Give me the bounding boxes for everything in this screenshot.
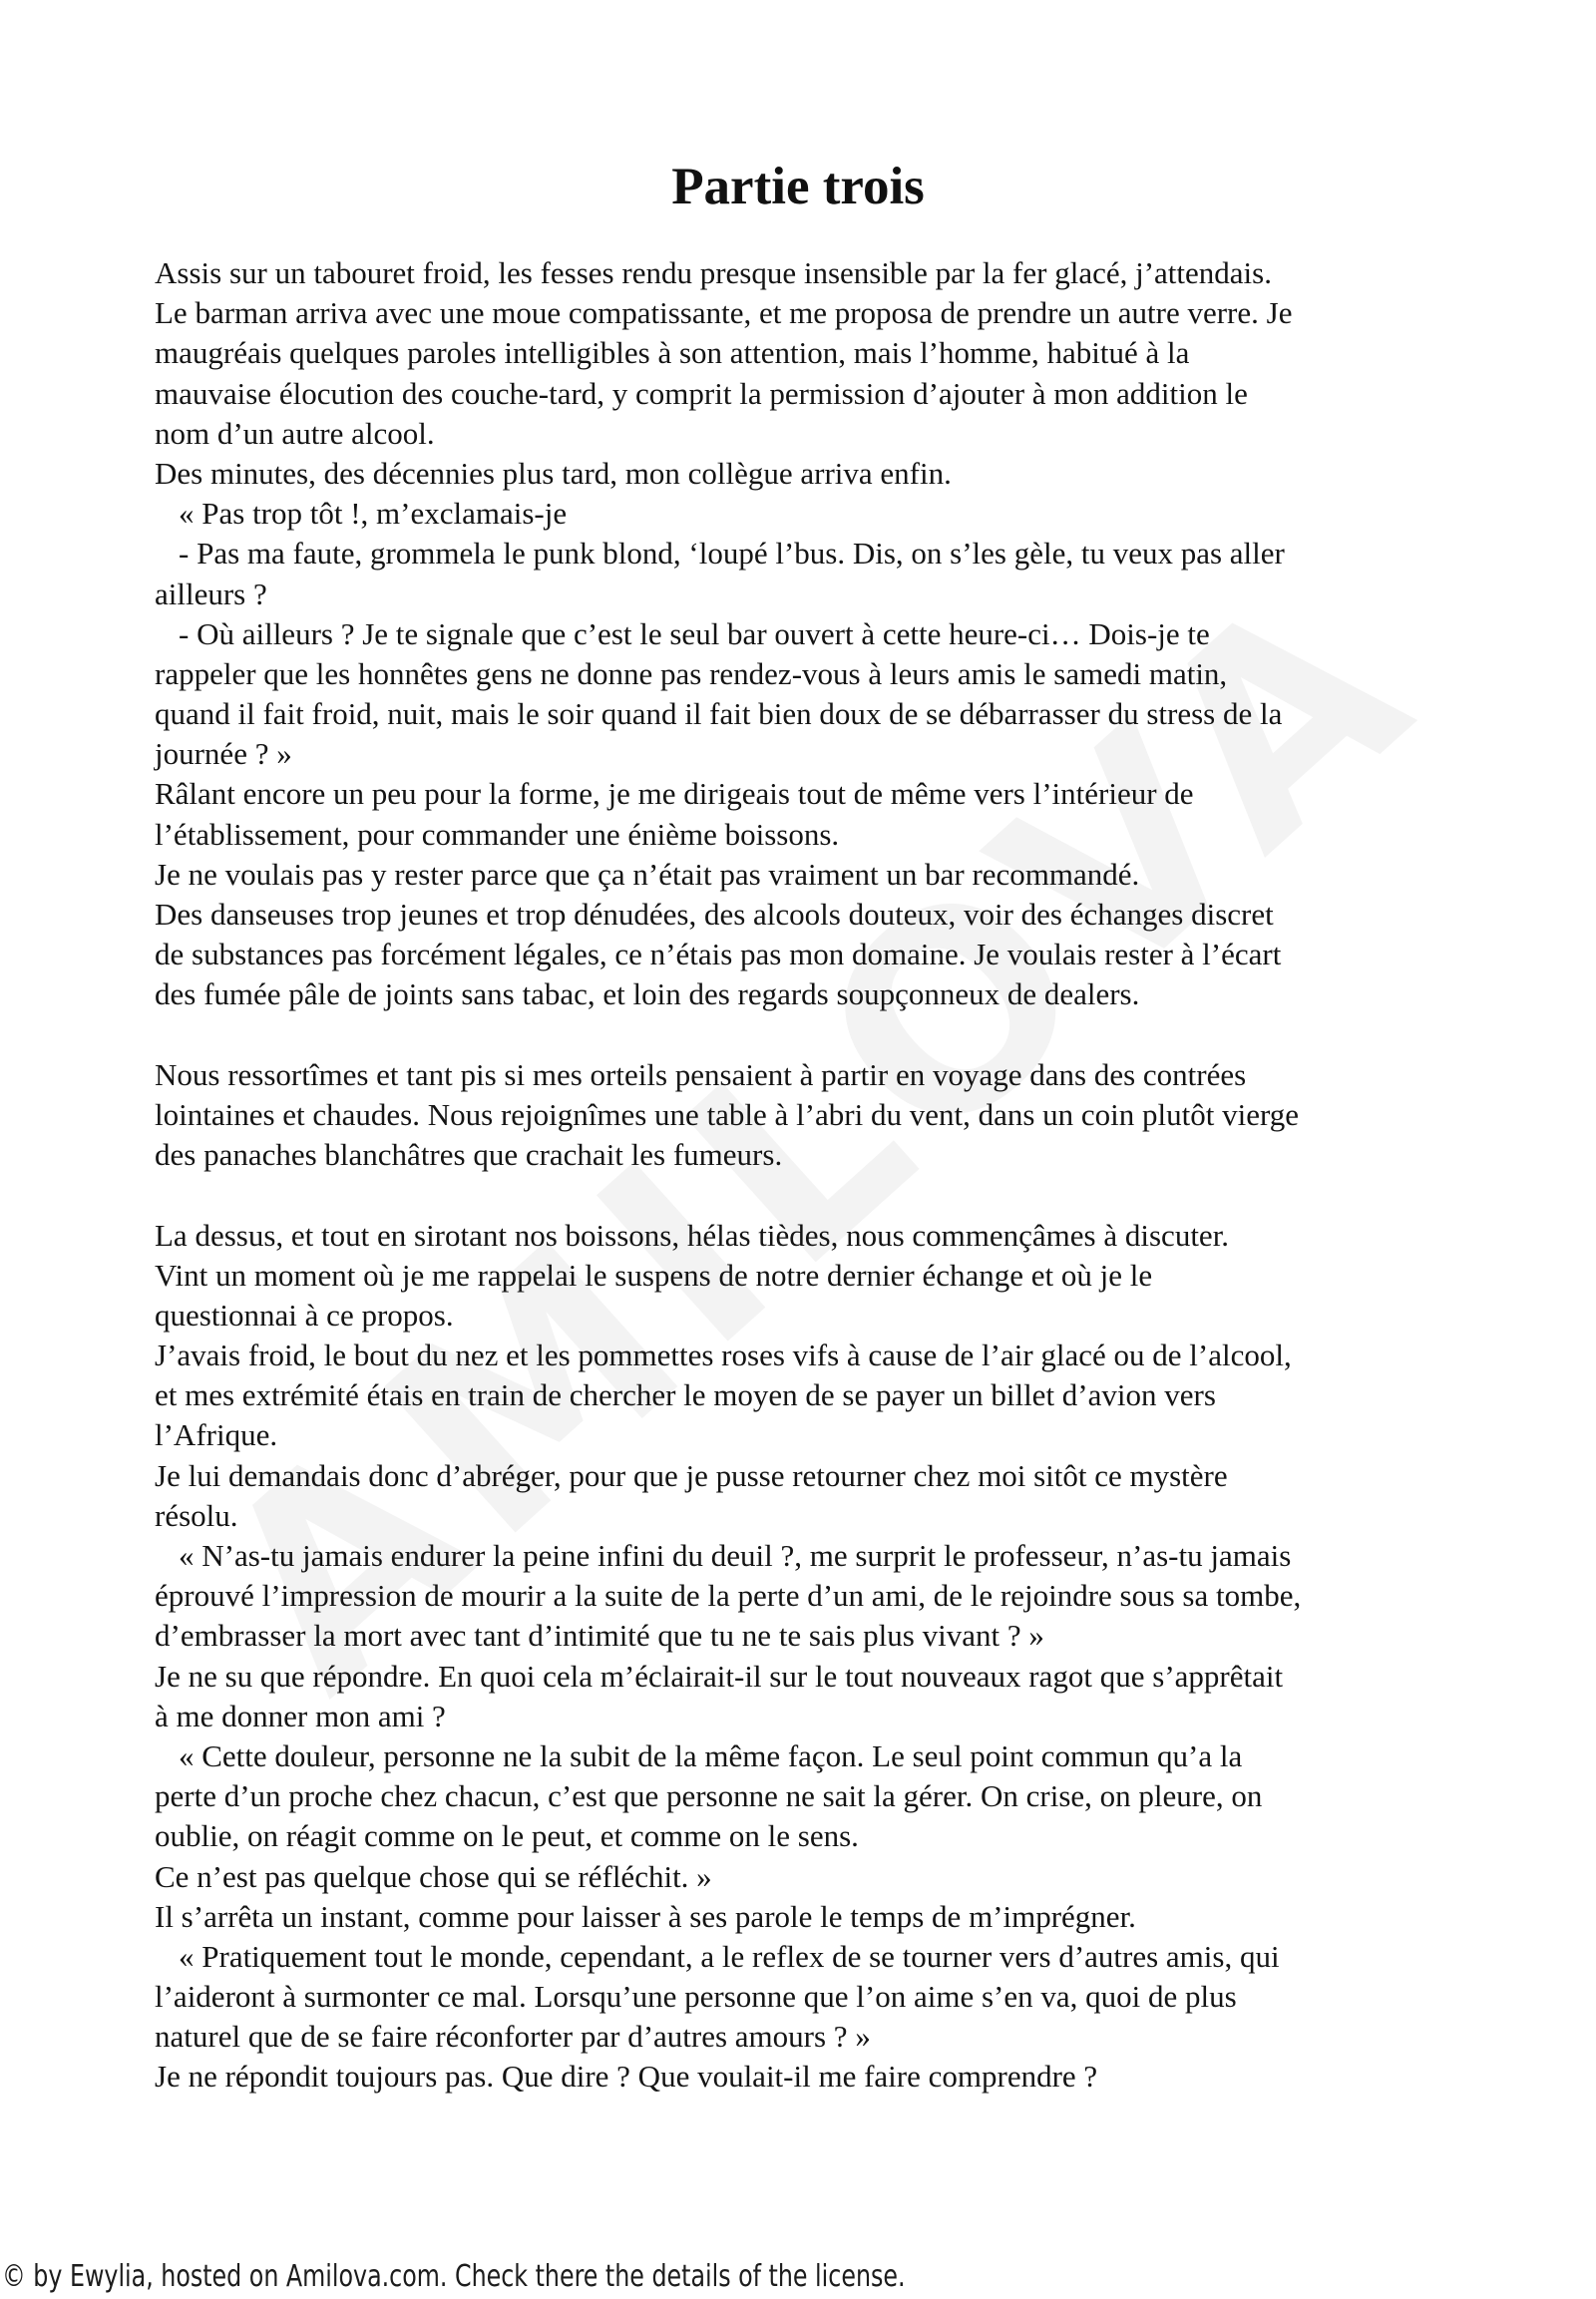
text-line: rappeler que les honnêtes gens ne donne pas rendez-vous à leurs amis le samedi matin, [155,655,1228,691]
text-line: Je lui demandais donc d’abréger, pour que je pusse retourner chez moi sitôt ce mystère [155,1457,1228,1493]
text-line: d’embrasser la mort avec tant d’intimité que tu ne te sais plus vivant ? » [155,1618,1044,1654]
text-line: journée ? » [155,736,292,772]
text-line: Vint un moment où je me rappelai le suspens de notre dernier échange et où je le [155,1257,1153,1293]
text-line: l’établissement, pour commander une énième boissons. [155,816,840,852]
text-line: oublie, on réagit comme on le peut, et comme on le sens. [155,1818,859,1854]
text-line [155,1015,1481,1055]
text-line: Le barman arriva avec une moue compatissante, et me proposa de prendre un autre verre. Je [155,295,1293,331]
text-line: nom d’un autre alcool. [155,415,435,451]
text-line: mauvaise élocution des couche-tard, y comprit la permission d’ajouter à mon addition le [155,375,1248,411]
text-line [155,1175,1481,1215]
text-line: La dessus, et tout en sirotant nos boissons, hélas tièdes, nous commençâmes à discuter. [155,1217,1230,1253]
body-text [155,253,1481,2098]
text-line: à me donner mon ami ? [155,1698,446,1733]
text-line: des panaches blanchâtres que crachait les fumeurs. [155,1137,783,1173]
text-line: Je ne voulais pas y rester parce que ça n’était pas vraiment un bar recommandé. [155,856,1140,892]
text-line: Je ne répondit toujours pas. Que dire ? Que voulait-il me faire comprendre ? [155,2059,1098,2095]
text-line: quand il fait froid, nuit, mais le soir quand il fait bien doux de se débarrasser du stress de la [155,696,1283,732]
text-line: « Cette douleur, personne ne la subit de la même façon. Le seul point commun qu’a la [179,1737,1243,1773]
text-line: J’avais froid, le bout du nez et les pommettes roses vifs à cause de l’air glacé ou de l’alcool, [155,1338,1292,1373]
text-line: l’aideront à surmonter ce mal. Lorsqu’une personne que l’on aime s’en va, quoi de plus [155,1979,1237,2015]
text-line: maugréais quelques paroles intelligibles à son attention, mais l’homme, habitué à la [155,335,1190,371]
text-line: Râlant encore un peu pour la forme, je me dirigeais tout de même vers l’intérieur de [155,776,1194,812]
text-line: Des danseuses trop jeunes et trop dénudées, des alcools douteux, voir des échanges discret [155,897,1274,932]
text-line: l’Afrique. [155,1417,278,1453]
text-line: éprouvé l’impression de mourir a la suite de la perte d’un ami, de le rejoindre sous sa tombe, [155,1578,1302,1614]
text-line: « Pratiquement tout le monde, cependant, a le reflex de se tourner vers d’autres amis, qui [179,1938,1280,1974]
text-line: ailleurs ? [155,575,267,611]
text-line: questionnai à ce propos. [155,1297,454,1333]
text-line: résolu. [155,1497,238,1533]
text-line: Nous ressortîmes et tant pis si mes orteils pensaient à partir en voyage dans des contrées [155,1056,1247,1092]
page-title: Partie trois [671,158,925,215]
text-line: de substances pas forcément légales, ce n’étais pas mon domaine. Je voulais rester à l’écart [155,937,1282,972]
text-line: Je ne su que répondre. En quoi cela m’éclairait-il sur le tout nouveaux ragot que s’apprêtait [155,1658,1284,1694]
text-line: Ce n’est pas quelque chose qui se réfléchit. » [155,1858,712,1894]
text-line: - Pas ma faute, grommela le punk blond, ‘loupé l’bus. Dis, on s’les gèle, tu veux pas aller [179,536,1285,572]
text-line: Assis sur un tabouret froid, les fesses rendu presque insensible par la fer glacé, j’attendais. [155,255,1272,290]
text-line: naturel que de se faire réconforter par d’autres amours ? » [155,2019,871,2055]
license-text: © by Ewylia, hosted on Amilova.com. Check there the details of the license. [2,2259,906,2294]
text-line: des fumée pâle de joints sans tabac, et loin des regards soupçonneux de dealers. [155,976,1140,1012]
text-line: Des minutes, des décennies plus tard, mon collègue arriva enfin. [155,455,952,491]
text-line: « Pas trop tôt !, m’exclamais-je [179,496,568,532]
text-line: et mes extrémité étais en train de chercher le moyen de se payer un billet d’avion vers [155,1377,1216,1413]
text-line: - Où ailleurs ? Je te signale que c’est le seul bar ouvert à cette heure-ci… Dois-je te [179,615,1210,651]
text-line: perte d’un proche chez chacun, c’est que personne ne sait la gérer. On crise, on pleure, on [155,1778,1263,1814]
text-line: « N’as-tu jamais endurer la peine infini du deuil ?, me surprit le professeur, n’as-tu jamais [179,1538,1292,1573]
text-line: Il s’arrêta un instant, comme pour laisser à ses parole le temps de m’imprégner. [155,1898,1136,1934]
text-line: lointaines et chaudes. Nous rejoignîmes une table à l’abri du vent, dans un coin plutôt vierge [155,1096,1299,1132]
license-footer [2,2260,1594,2294]
